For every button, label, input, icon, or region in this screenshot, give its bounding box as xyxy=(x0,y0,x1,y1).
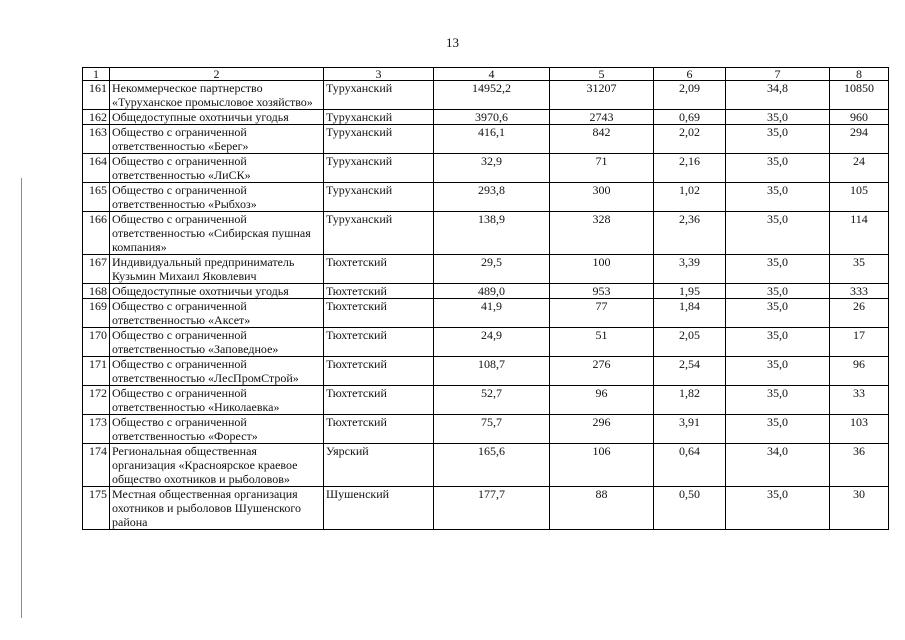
district-name: Тюхтетский xyxy=(324,328,434,357)
organization-name: Общество с ограниченной ответственностью «ЛесПромСтрой» xyxy=(110,357,324,386)
quota-value: 103 xyxy=(830,415,889,444)
column-header: 7 xyxy=(726,68,830,81)
row-number: 167 xyxy=(83,255,110,284)
density-value: 1,84 xyxy=(654,299,726,328)
table-row xyxy=(83,183,889,212)
area-value: 416,1 xyxy=(434,125,550,154)
district-name: Туруханский xyxy=(324,183,434,212)
count-value: 300 xyxy=(550,183,654,212)
row-number: 175 xyxy=(83,487,110,530)
density-value: 2,02 xyxy=(654,125,726,154)
quota-value: 26 xyxy=(830,299,889,328)
header-row xyxy=(83,68,889,81)
density-value: 2,16 xyxy=(654,154,726,183)
norm-value: 35,0 xyxy=(726,415,830,444)
count-value: 106 xyxy=(550,444,654,487)
organization-name: Общество с ограниченной ответственностью «Форест» xyxy=(110,415,324,444)
district-name: Тюхтетский xyxy=(324,415,434,444)
table-row xyxy=(83,487,889,530)
column-header: 1 xyxy=(83,68,110,81)
data-table xyxy=(82,67,889,530)
quota-value: 114 xyxy=(830,212,889,255)
row-number: 162 xyxy=(83,110,110,125)
norm-value: 34,8 xyxy=(726,81,830,110)
table-row xyxy=(83,328,889,357)
norm-value: 35,0 xyxy=(726,183,830,212)
area-value: 489,0 xyxy=(434,284,550,299)
area-value: 108,7 xyxy=(434,357,550,386)
norm-value: 35,0 xyxy=(726,386,830,415)
area-value: 14952,2 xyxy=(434,81,550,110)
count-value: 100 xyxy=(550,255,654,284)
table-row xyxy=(83,110,889,125)
row-number: 165 xyxy=(83,183,110,212)
district-name: Шушенский xyxy=(324,487,434,530)
density-value: 2,05 xyxy=(654,328,726,357)
area-value: 3970,6 xyxy=(434,110,550,125)
table-row xyxy=(83,125,889,154)
organization-name: Общество с ограниченной ответственностью «ЛиСК» xyxy=(110,154,324,183)
quota-value: 10850 xyxy=(830,81,889,110)
density-value: 0,69 xyxy=(654,110,726,125)
district-name: Туруханский xyxy=(324,125,434,154)
area-value: 32,9 xyxy=(434,154,550,183)
quota-value: 294 xyxy=(830,125,889,154)
count-value: 276 xyxy=(550,357,654,386)
district-name: Тюхтетский xyxy=(324,284,434,299)
row-number: 171 xyxy=(83,357,110,386)
column-header: 8 xyxy=(830,68,889,81)
count-value: 953 xyxy=(550,284,654,299)
district-name: Туруханский xyxy=(324,81,434,110)
area-value: 29,5 xyxy=(434,255,550,284)
norm-value: 35,0 xyxy=(726,299,830,328)
table-row xyxy=(83,386,889,415)
scan-edge-line xyxy=(21,178,22,618)
area-value: 24,9 xyxy=(434,328,550,357)
density-value: 2,36 xyxy=(654,212,726,255)
norm-value: 35,0 xyxy=(726,212,830,255)
organization-name: Некоммерческое партнерство «Туруханское промысловое хозяйство» xyxy=(110,81,324,110)
row-number: 173 xyxy=(83,415,110,444)
row-number: 163 xyxy=(83,125,110,154)
count-value: 296 xyxy=(550,415,654,444)
density-value: 1,82 xyxy=(654,386,726,415)
organization-name: Общество с ограниченной ответственностью «Сибирская пушная компания» xyxy=(110,212,324,255)
row-number: 161 xyxy=(83,81,110,110)
area-value: 138,9 xyxy=(434,212,550,255)
area-value: 75,7 xyxy=(434,415,550,444)
table-row xyxy=(83,357,889,386)
density-value: 2,09 xyxy=(654,81,726,110)
norm-value: 35,0 xyxy=(726,328,830,357)
district-name: Туруханский xyxy=(324,154,434,183)
row-number: 166 xyxy=(83,212,110,255)
norm-value: 35,0 xyxy=(726,357,830,386)
quota-value: 36 xyxy=(830,444,889,487)
quota-value: 24 xyxy=(830,154,889,183)
density-value: 1,95 xyxy=(654,284,726,299)
density-value: 3,91 xyxy=(654,415,726,444)
row-number: 170 xyxy=(83,328,110,357)
table-row xyxy=(83,444,889,487)
table-row xyxy=(83,415,889,444)
district-name: Тюхтетский xyxy=(324,255,434,284)
quota-value: 17 xyxy=(830,328,889,357)
count-value: 88 xyxy=(550,487,654,530)
count-value: 31207 xyxy=(550,81,654,110)
column-header: 6 xyxy=(654,68,726,81)
district-name: Туруханский xyxy=(324,212,434,255)
organization-name: Местная общественная организация охотников и рыболовов Шушенского района xyxy=(110,487,324,530)
area-value: 52,7 xyxy=(434,386,550,415)
density-value: 3,39 xyxy=(654,255,726,284)
count-value: 71 xyxy=(550,154,654,183)
organization-name: Общество с ограниченной ответственностью «Николаевка» xyxy=(110,386,324,415)
table-row xyxy=(83,255,889,284)
row-number: 174 xyxy=(83,444,110,487)
area-value: 177,7 xyxy=(434,487,550,530)
norm-value: 35,0 xyxy=(726,284,830,299)
district-name: Уярский xyxy=(324,444,434,487)
organization-name: Индивидуальный предприниматель Кузьмин Михаил Яковлевич xyxy=(110,255,324,284)
count-value: 96 xyxy=(550,386,654,415)
quota-value: 96 xyxy=(830,357,889,386)
quota-value: 33 xyxy=(830,386,889,415)
row-number: 168 xyxy=(83,284,110,299)
page-number: 13 xyxy=(446,35,459,50)
column-header: 5 xyxy=(550,68,654,81)
norm-value: 35,0 xyxy=(726,255,830,284)
quota-value: 35 xyxy=(830,255,889,284)
organization-name: Общество с ограниченной ответственностью «Берег» xyxy=(110,125,324,154)
count-value: 51 xyxy=(550,328,654,357)
density-value: 1,02 xyxy=(654,183,726,212)
area-value: 165,6 xyxy=(434,444,550,487)
column-header: 2 xyxy=(110,68,324,81)
table-row xyxy=(83,284,889,299)
organization-name: Региональная общественная организация «Красноярское краевое общество охотников и рыболовов» xyxy=(110,444,324,487)
area-value: 293,8 xyxy=(434,183,550,212)
row-number: 164 xyxy=(83,154,110,183)
table-row xyxy=(83,81,889,110)
quota-value: 30 xyxy=(830,487,889,530)
norm-value: 35,0 xyxy=(726,125,830,154)
density-value: 0,64 xyxy=(654,444,726,487)
count-value: 328 xyxy=(550,212,654,255)
district-name: Тюхтетский xyxy=(324,386,434,415)
quota-value: 960 xyxy=(830,110,889,125)
density-value: 0,50 xyxy=(654,487,726,530)
table-row xyxy=(83,299,889,328)
district-name: Тюхтетский xyxy=(324,299,434,328)
table-body xyxy=(83,68,889,530)
column-header: 3 xyxy=(324,68,434,81)
table-row xyxy=(83,154,889,183)
count-value: 2743 xyxy=(550,110,654,125)
norm-value: 34,0 xyxy=(726,444,830,487)
district-name: Туруханский xyxy=(324,110,434,125)
count-value: 842 xyxy=(550,125,654,154)
norm-value: 35,0 xyxy=(726,487,830,530)
row-number: 172 xyxy=(83,386,110,415)
quota-value: 333 xyxy=(830,284,889,299)
norm-value: 35,0 xyxy=(726,154,830,183)
density-value: 2,54 xyxy=(654,357,726,386)
table-row xyxy=(83,212,889,255)
district-name: Тюхтетский xyxy=(324,357,434,386)
quota-value: 105 xyxy=(830,183,889,212)
organization-name: Общество с ограниченной ответственностью «Заповедное» xyxy=(110,328,324,357)
norm-value: 35,0 xyxy=(726,110,830,125)
organization-name: Общество с ограниченной ответственностью «Аксет» xyxy=(110,299,324,328)
row-number: 169 xyxy=(83,299,110,328)
organization-name: Общедоступные охотничьи угодья xyxy=(110,110,324,125)
column-header: 4 xyxy=(434,68,550,81)
organization-name: Общедоступные охотничьи угодья xyxy=(110,284,324,299)
area-value: 41,9 xyxy=(434,299,550,328)
organization-name: Общество с ограниченной ответственностью «Рыбхоз» xyxy=(110,183,324,212)
count-value: 77 xyxy=(550,299,654,328)
